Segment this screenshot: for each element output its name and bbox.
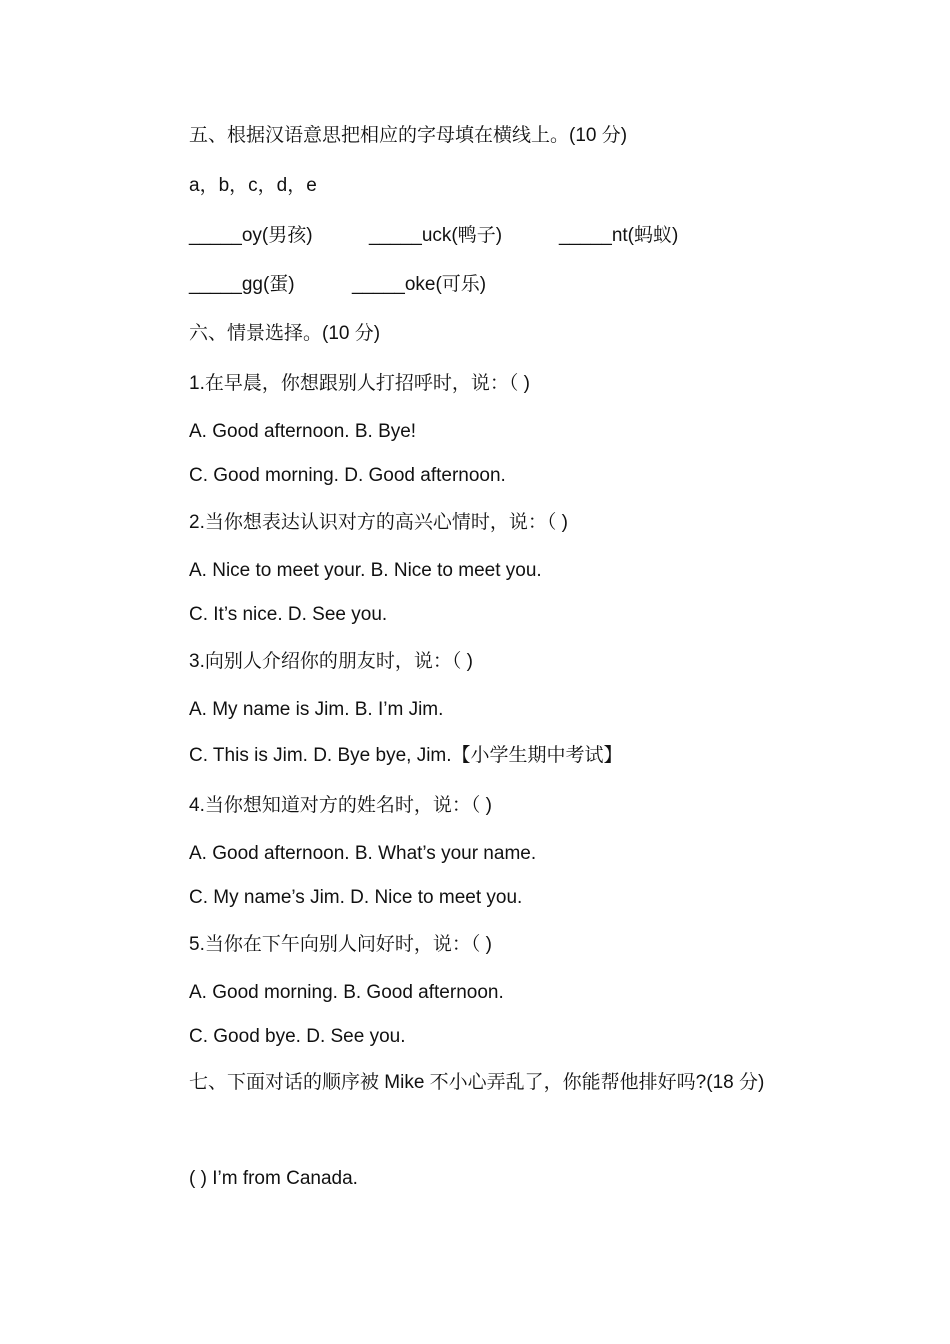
question-1: 1.在早晨，你想跟别人打招呼时，说：（ ) [189,373,530,394]
section6-heading: 六、情景选择。(10 分) [189,323,381,344]
question-1-options-cd: C. Good morning. D. Good afternoon. [189,465,506,486]
question-3-options-ab: A. My name is Jim. B. I’m Jim. [189,699,444,720]
letter-options: a，b，c，d，e [189,175,317,196]
question-4-options-cd: C. My name’s Jim. D. Nice to meet you. [189,887,523,908]
blank-coke: _____oke(可乐) [352,274,487,295]
blank-egg: _____gg(蛋) [189,274,295,295]
question-2: 2.当你想表达认识对方的高兴心情时，说：（ ) [189,512,568,533]
blank-ant: _____nt(蚂蚁) [559,225,679,246]
question-3: 3.向别人介绍你的朋友时，说：（ ) [189,651,473,672]
blank-duck: _____uck(鸭子) [369,225,503,246]
section5-heading: 五、根据汉语意思把相应的字母填在横线上。(10 分) [189,125,628,146]
question-5: 5.当你在下午向别人问好时，说：（ ) [189,934,492,955]
question-3-options-cd: C. This is Jim. D. Bye bye, Jim.【小学生期中考试】 [189,745,623,766]
dialogue-item-1: ( ) I’m from Canada. [189,1168,358,1189]
question-2-options-cd: C. It’s nice. D. See you. [189,604,388,625]
question-4-options-ab: A. Good afternoon. B. What’s your name. [189,843,537,864]
question-2-options-ab: A. Nice to meet your. B. Nice to meet you. [189,560,542,581]
question-1-options-ab: A. Good afternoon. B. Bye! [189,421,417,442]
blank-boy: _____oy(男孩) [189,225,313,246]
question-5-options-cd: C. Good bye. D. See you. [189,1026,406,1047]
section7-heading: 七、下面对话的顺序被 Mike 不小心弄乱了，你能帮他排好吗?(18 分) [189,1072,765,1093]
question-5-options-ab: A. Good morning. B. Good afternoon. [189,982,504,1003]
question-4: 4.当你想知道对方的姓名时，说：（ ) [189,795,492,816]
